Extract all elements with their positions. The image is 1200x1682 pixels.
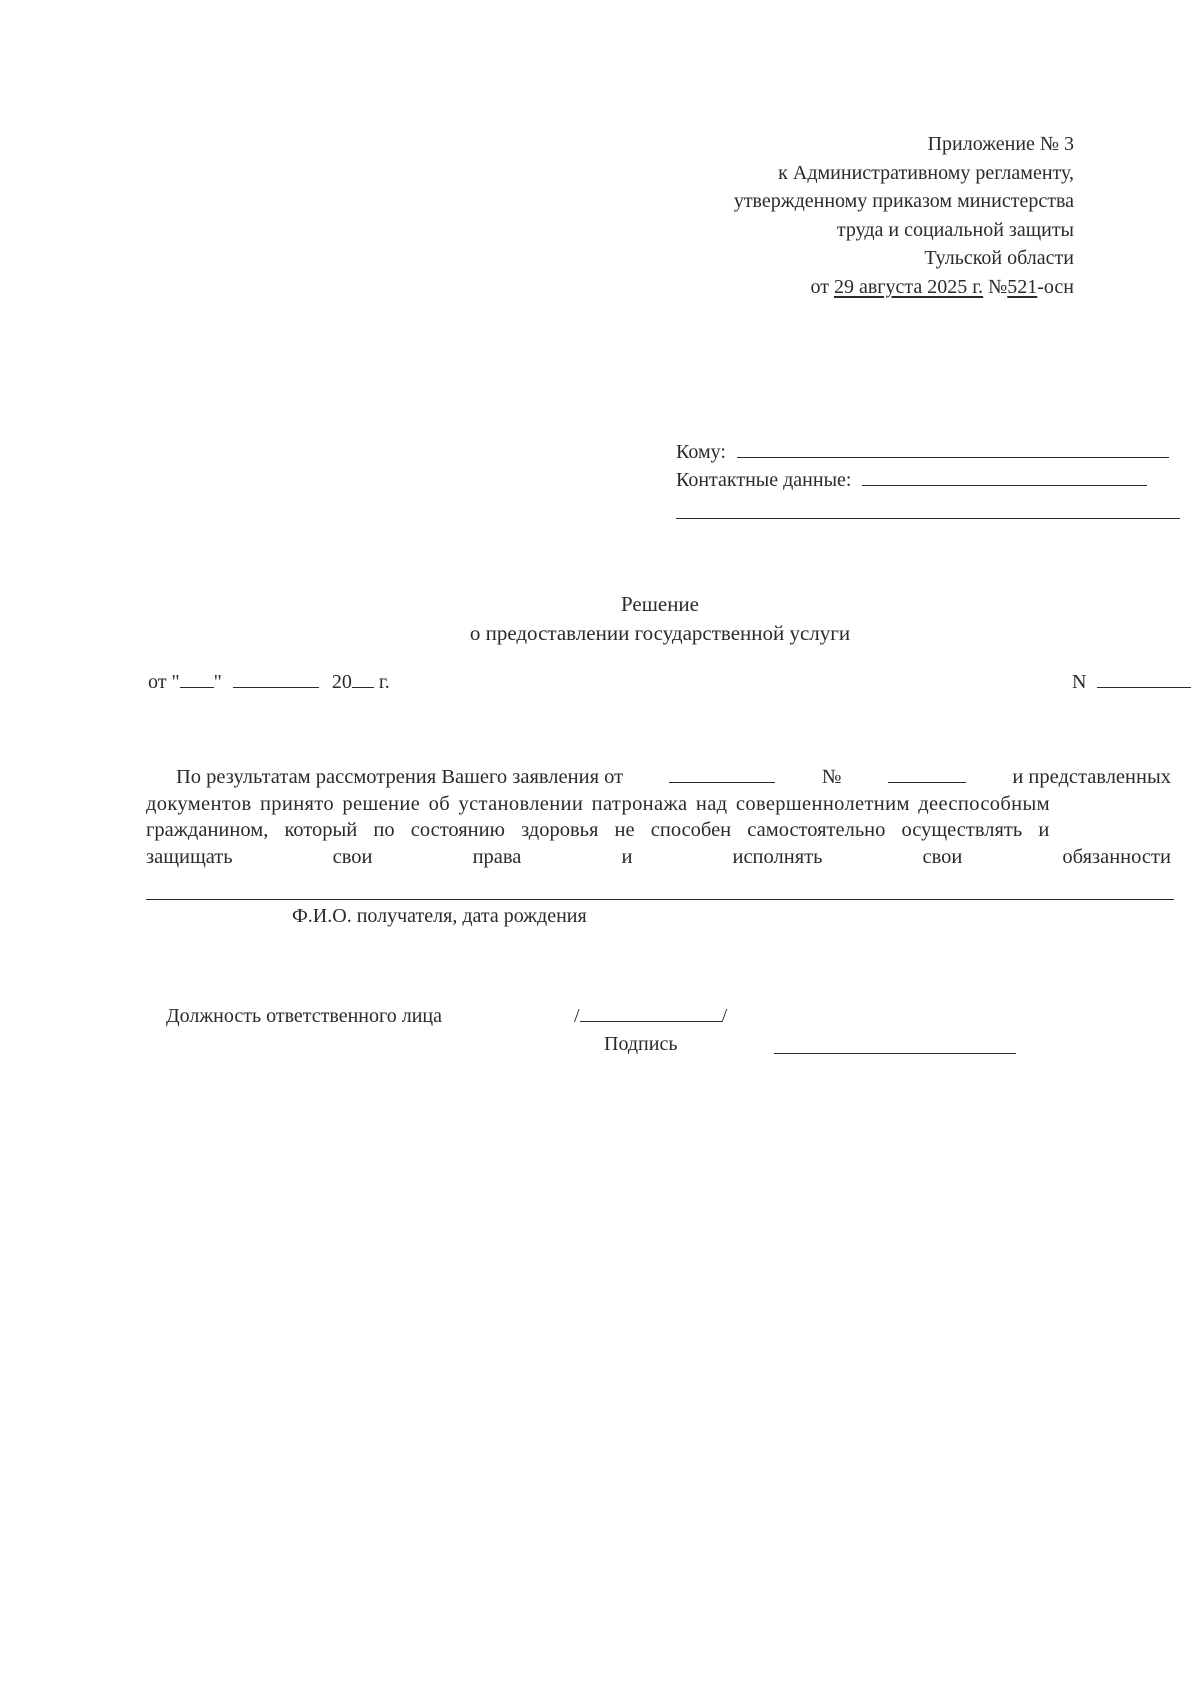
- recipient-contacts-row: [676, 466, 1147, 494]
- decision-title: Решение: [620, 592, 699, 616]
- date-month-blank: [233, 669, 319, 688]
- appendix-number-suffix: -осн: [1037, 275, 1074, 298]
- body-line-4-word: права: [472, 845, 522, 868]
- body-line-4-word: и: [621, 845, 633, 868]
- recipient-extra-line: [676, 518, 1180, 519]
- date-year-prefix: 20: [331, 671, 352, 693]
- body-line-3-text: гражданином, который по состоянию здоровья не способен самостоятельно осуществлять и: [146, 819, 1050, 841]
- body-line-4: [146, 844, 1171, 871]
- signature-blank: [580, 1003, 722, 1022]
- date-year-blank: [352, 669, 374, 688]
- appendix-line-5: Тульской области: [924, 247, 1074, 269]
- recipient-to-label: Кому:: [676, 441, 726, 463]
- signature-slash-close: /: [721, 1005, 728, 1027]
- appendix-date-line: [734, 273, 1074, 302]
- signature-slash-field: [574, 1002, 727, 1030]
- recipient-name-caption: Ф.И.О. получателя, дата рождения: [292, 905, 587, 927]
- decision-number-label: N: [1072, 671, 1087, 693]
- name-line: [774, 1053, 1016, 1054]
- body-line-4-word: защищать: [146, 845, 233, 868]
- recipient-contacts-label: Контактные данные:: [676, 469, 852, 491]
- date-quote-close: ": [213, 671, 222, 693]
- signature-slash-open: /: [574, 1005, 580, 1027]
- body-line-4-word: обязанности: [1062, 845, 1171, 868]
- recipient-to-blank: [737, 439, 1169, 458]
- application-number-blank: [888, 764, 966, 783]
- appendix-line-3: утвержденному приказом министерства: [733, 190, 1074, 212]
- appendix-block: [734, 130, 1074, 301]
- body-line-2-text: документов принято решение об установлении патронажа над совершеннолетним дееспособным: [146, 792, 1050, 815]
- recipient-contacts-blank: [862, 467, 1147, 486]
- body-line-3: [146, 817, 1171, 844]
- body-line-4-word: свои: [922, 845, 963, 868]
- appendix-number: 521: [1007, 275, 1038, 298]
- decision-number-row: [1072, 668, 1191, 696]
- decision-subtitle: о предоставлении государственной услуги: [469, 621, 851, 645]
- decision-number-blank: [1097, 669, 1191, 688]
- body-line-1: [146, 764, 1171, 791]
- appendix-line-2: к Административному регламенту,: [778, 161, 1074, 184]
- body-line-1-c: и представленных: [1012, 766, 1171, 788]
- body-line-1-a: По результатам рассмотрения Вашего заявления от: [176, 766, 624, 788]
- body-line-4-word: исполнять: [732, 845, 823, 868]
- decision-date-row: [148, 668, 390, 696]
- recipient-name-line: [146, 899, 1174, 900]
- appendix-date: 29 августа 2025 г.: [833, 275, 984, 298]
- date-from-label: от ": [148, 671, 180, 693]
- date-year-suffix: г.: [378, 671, 390, 693]
- body-line-1-b: №: [821, 766, 842, 788]
- date-day-blank: [180, 669, 214, 688]
- signature-caption: Подпись: [604, 1033, 678, 1055]
- body-line-2: [146, 791, 1171, 818]
- appendix-date-prefix: от: [810, 275, 829, 298]
- appendix-line-1: Приложение № 3: [927, 133, 1074, 155]
- official-position-label: Должность ответственного лица: [166, 1005, 442, 1027]
- decision-body: [146, 764, 1171, 870]
- application-date-blank: [669, 764, 775, 783]
- appendix-line-4: труда и социальной защиты: [836, 218, 1074, 241]
- body-line-4-word: свои: [332, 845, 373, 868]
- appendix-number-prefix: №: [988, 275, 1008, 298]
- recipient-to-row: [676, 438, 1169, 466]
